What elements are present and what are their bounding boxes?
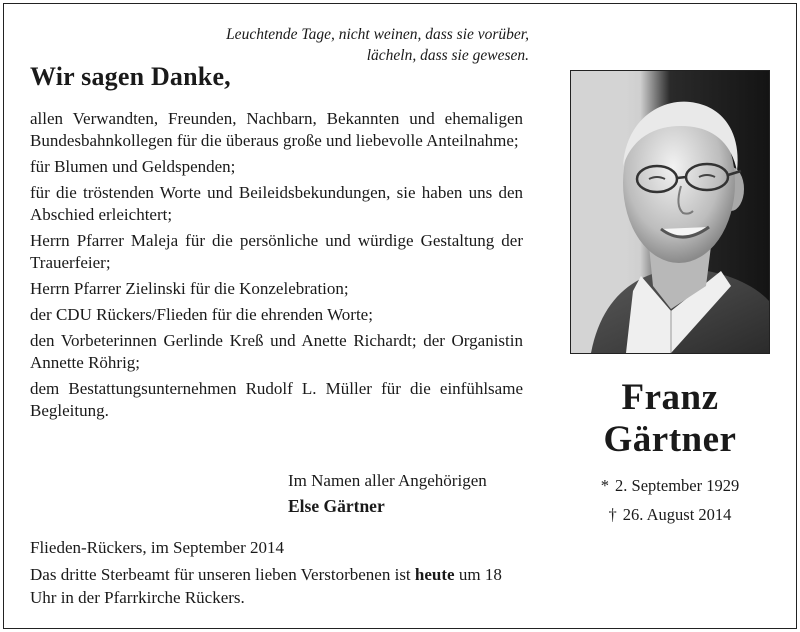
thanks-item: Herrn Pfarrer Zielinski für die Konzelebration;	[30, 279, 349, 298]
mass-emphasis: heute	[414, 565, 455, 584]
birth-date-text: 2. September 1929	[615, 476, 740, 495]
thanks-item: der CDU Rückers/Flieden für die ehrenden Worte;	[30, 305, 373, 324]
death-date	[570, 505, 770, 525]
thanks-item: allen Verwandten, Freunden, Nachbarn, Bekannten und ehemaligen Bundesbahnkollegen für die überaus große und liebevolle Anteilnahme;	[30, 109, 523, 150]
thanks-heading: Wir sagen Danke,	[30, 62, 231, 91]
thanks-item: den Vorbeterinnen Gerlinde Kreß und Anette Richardt; der Organistin Annette Röhrig;	[30, 331, 523, 372]
thanks-item: für Blumen und Geldspenden;	[30, 157, 236, 176]
mass-text-before: Das dritte Sterbeamt für unseren lieben Verstorbenen ist	[30, 565, 415, 584]
signoff-line: Im Namen aller Angehörigen	[288, 471, 487, 490]
motto-quote	[190, 24, 529, 66]
thanks-list	[30, 108, 523, 422]
birth-symbol: *	[600, 476, 610, 495]
deceased-last-name: Gärtner	[603, 419, 737, 460]
thanks-item: dem Bestattungsunternehmen Rudolf L. Müller für die einfühlsame Begleitung.	[30, 379, 523, 420]
mass-announcement	[30, 563, 530, 609]
portrait-image	[571, 71, 769, 353]
mass-text-after: um 18 Uhr in der Pfarrkirche Rückers.	[30, 565, 502, 607]
signer-name: Else Gärtner	[288, 496, 385, 516]
thanks-item: für die tröstenden Worte und Beileidsbekundungen, sie haben uns den Abschied erleichtert;	[30, 183, 523, 224]
thanks-item: Herrn Pfarrer Maleja für die persönliche und würdige Gestaltung der Trauerfeier;	[30, 231, 523, 272]
portrait-photo	[570, 70, 770, 354]
birth-date	[570, 476, 770, 496]
place-date: Flieden-Rückers, im September 2014	[30, 538, 285, 557]
death-symbol: †	[608, 505, 617, 524]
deceased-first-name: Franz	[621, 377, 719, 418]
death-date-text: 26. August 2014	[622, 505, 732, 524]
motto-line-1: Leuchtende Tage, nicht weinen, dass sie vorüber,	[226, 26, 529, 43]
motto-line-2: lächeln, dass sie gewesen.	[366, 47, 529, 64]
